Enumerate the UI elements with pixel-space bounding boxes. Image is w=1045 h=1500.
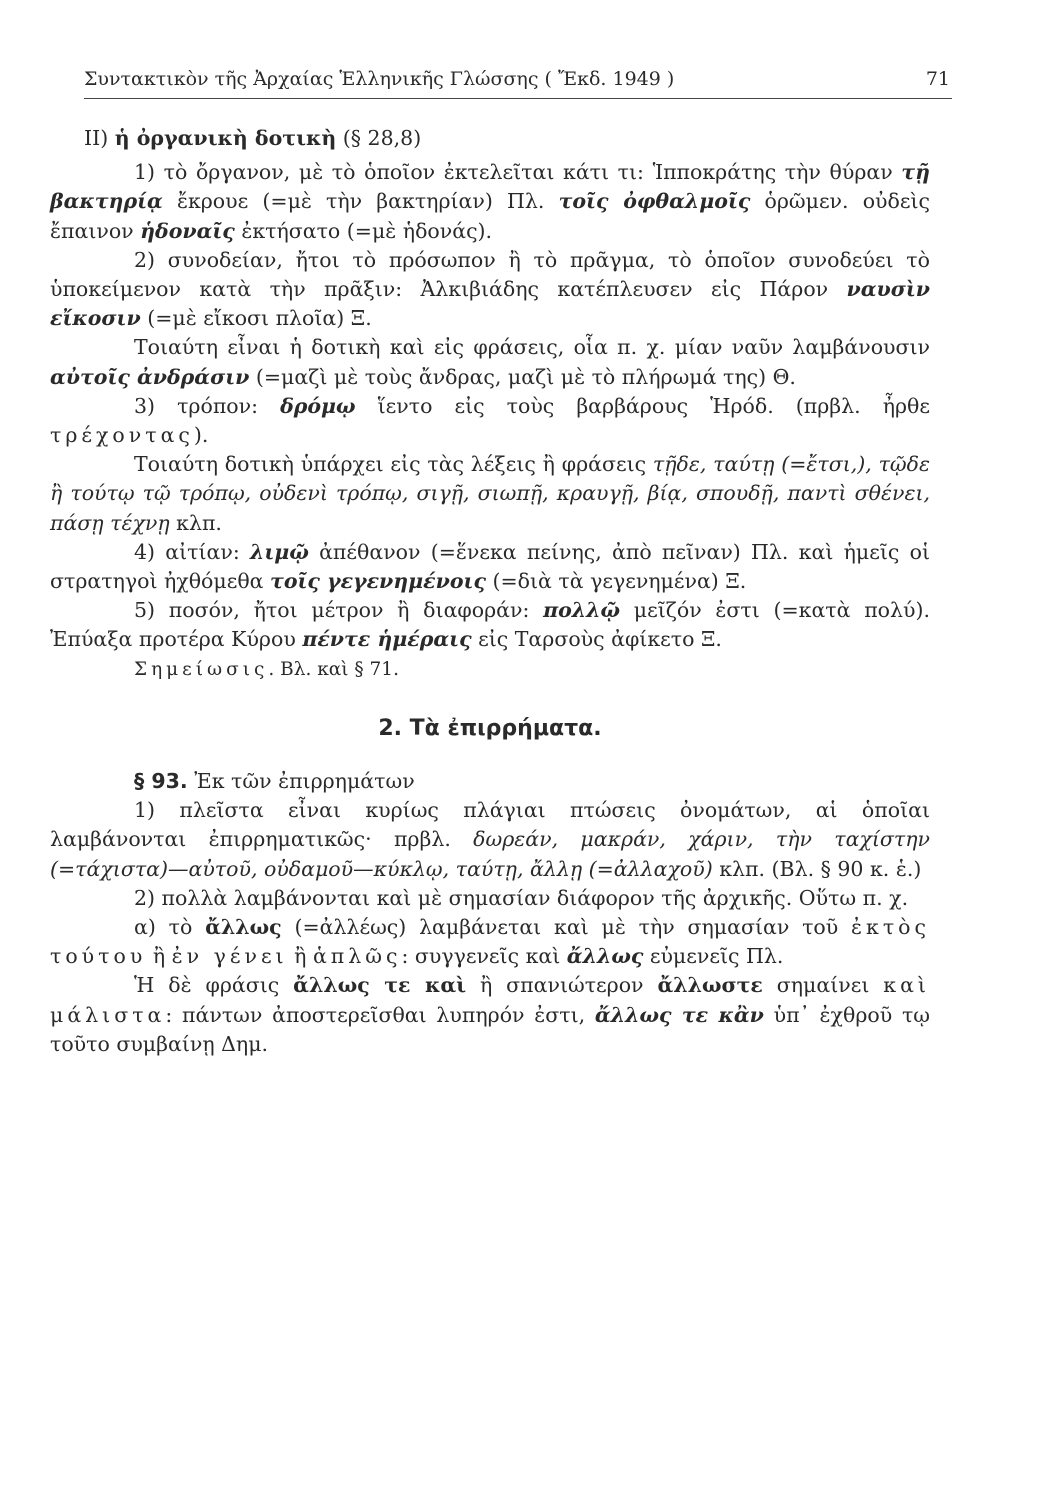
section-title: 2. Τὰ ἐπιρρήματα. <box>378 715 602 741</box>
example-word: δρόμῳ <box>280 393 356 418</box>
spaced-word: τρέχοντας <box>50 423 194 448</box>
text-run: ἀπέθανον (=ἕνεκα πείνης, ἀπὸ πεῖναν) Πλ. καὶ ἡμεῖς οἱ στρατηγοὶ ἠχθόμεθα <box>50 539 930 594</box>
text-run: (=μαζὶ μὲ τοὺς ἄνδρας, μαζὶ μὲ τὸ πλήρωμά της) Θ. <box>249 364 796 389</box>
text-run: ἵεντο εἰς τοὺς βαρβάρους Ἡρόδ. (πρβλ. ἦρθε <box>355 393 931 418</box>
text-run: (=ἀλλέως) λαμβάνεται καὶ μὲ τὴν σημασίαν τοῦ <box>281 915 852 940</box>
text-run: (=διὰ τὰ γεγενημένα) Ξ. <box>485 569 747 594</box>
section-number: § 93. <box>134 769 188 794</box>
text-run: 3) τρόπον: <box>134 393 281 418</box>
text-run: εἰς Ταρσοὺς ἀφίκετο Ξ. <box>471 627 722 652</box>
spaced-word: καὶ μάλιστα <box>50 973 930 1027</box>
spaced-word: ἐκτὸς τούτου <box>50 915 931 969</box>
heading-reference: (§ 28,8) <box>336 126 422 150</box>
spaced-word: ἐν γένει <box>171 944 288 969</box>
paragraph-adverbs-meaning <box>50 884 930 913</box>
example-word: τοῖς γεγενημένοις <box>270 569 486 594</box>
text-run: 1) πλεῖστα εἶναι κυρίως πλάγιαι πτώσεις ὀνομάτων, αἱ ὁποῖαι λαμβάνονται ἐπιρρηματικῶς· πρβλ. <box>50 798 930 852</box>
text-run: ). <box>193 423 209 448</box>
heading-number: II) <box>84 126 115 150</box>
paragraph-instrument <box>50 158 930 246</box>
text-run: α) τὸ <box>134 915 206 940</box>
text-run: ἢ σπανιώτερον <box>466 973 658 998</box>
text-run: : πάντων ἀποστερεῖσθαι λυπηρόν ἐστι, <box>165 1002 595 1027</box>
text-run: μεῖζόν ἐστι (=κατὰ πολύ). Ἐπύαξα προτέρα Κύρου <box>50 598 930 652</box>
paragraph-accompaniment <box>50 246 930 334</box>
example-word: ἄλλως τε κἂν <box>594 1002 764 1027</box>
note-label: Σημείωσις <box>134 658 269 680</box>
paragraph-manner <box>50 392 930 450</box>
example-list: τῇδε, ταύτῃ (=ἔτσι,), τῷδε ἢ τούτῳ τῷ τρόπῳ, οὐδενὶ τρόπῳ, σιγῇ, σιωπῇ, κραυγῇ, βίᾳ, σπουδῇ, παντὶ σθένει, πάσῃ τέχνῃ <box>50 452 930 535</box>
text-run: Ἡ δὲ φράσις <box>134 973 294 998</box>
text-run: σημαίνει <box>762 973 884 998</box>
subsection-heading <box>50 124 930 153</box>
text-run: ὑπ᾽ ἐχθροῦ τῳ τοῦτο συμβαίνῃ Δημ. <box>50 1002 930 1056</box>
example-word: πέντε ἡμέραις <box>302 627 472 652</box>
paragraph-cause <box>50 538 930 596</box>
note-text: . Βλ. καὶ § 71. <box>268 658 399 680</box>
example-word: τῇ βακτηρίᾳ <box>50 160 930 214</box>
text-run: ἢ <box>146 944 172 969</box>
paragraph-allos-te <box>50 971 930 1059</box>
text-run: 4) αἰτίαν: <box>134 539 251 564</box>
text-run: Τοιαύτη εἶναι ἡ δοτικὴ καὶ εἰς φράσεις, οἷα π. χ. μίαν ναῦν λαμβάνουσιν <box>134 335 930 360</box>
header-title: Συντακτικὸν τῆς Ἀρχαίας Ἑλληνικῆς Γλώσσης ( Ἔκδ. 1949 ) <box>84 68 675 90</box>
text-run: ὁρῶμεν. οὐδεὶς ἔπαινον <box>50 189 930 243</box>
note-paragraph <box>50 655 930 684</box>
example-word: πολλῷ <box>543 598 621 623</box>
text-run: ἐκτήσατο (=μὲ ἡδονάς). <box>234 218 493 243</box>
text-run: εὐμενεῖς Πλ. <box>643 944 784 969</box>
text-run: : συγγενεῖς καὶ <box>401 944 567 969</box>
example-word: ἄλλωστε <box>657 973 763 998</box>
example-word: ναυσὶν εἴκοσιν <box>50 277 930 331</box>
text-run: κλπ. <box>169 510 222 535</box>
text-run: (=μὲ εἴκοσι πλοῖα) Ξ. <box>140 306 372 331</box>
paragraph-adverbs-cases <box>50 796 930 884</box>
text-run: Ἐκ τῶν ἐπιρρημάτων <box>187 769 415 794</box>
example-word: τοῖς ὀφθαλμοῖς <box>558 189 751 214</box>
text-run: κλπ. (Βλ. § 90 κ. ἑ.) <box>712 856 922 881</box>
example-word: ἄλλως τε καὶ <box>293 973 467 998</box>
text-run: 1) τὸ ὄργανον, μὲ τὸ ὁποῖον ἐκτελεῖται κάτι τι: Ἱπποκράτης τὴν θύραν <box>134 160 902 185</box>
example-word: ἄλλως <box>205 915 282 940</box>
text-run: ἢ <box>287 944 313 969</box>
example-word: λιμῷ <box>250 539 309 564</box>
paragraph-allos <box>50 913 930 971</box>
page-number: 71 <box>925 68 950 90</box>
text-run: ἔκρουε (=μὲ τὴν βακτηρίαν) Πλ. <box>162 189 559 214</box>
example-word: αὐτοῖς ἀνδράσιν <box>50 364 250 389</box>
paragraph-measure <box>50 596 930 654</box>
example-word: ἄλλως <box>566 944 644 969</box>
paragraph-manner-words <box>50 450 930 538</box>
running-header <box>84 64 952 99</box>
example-word: ἡδοναῖς <box>140 218 235 243</box>
text-run: Τοιαύτη δοτικὴ ὑπάρχει εἰς τὰς λέξεις ἢ φράσεις <box>134 452 653 477</box>
page-body <box>50 124 930 1059</box>
paragraph-phrases <box>50 333 930 391</box>
text-run: 2) συνοδείαν, ἤτοι τὸ πρόσωπον ἢ τὸ πρᾶγμα, τὸ ὁποῖον συνοδεύει τὸ ὑποκείμενον κατὰ τὴν πρᾶξιν: Ἀλκιβιάδης κατέπλευσεν εἰς Πάρον <box>50 247 930 302</box>
paragraph-93 <box>50 767 930 796</box>
example-list: δωρεάν, μακράν, χάριν, τὴν ταχίστην (=τάχιστα)—αὐτοῦ, οὐδαμοῦ—κύκλῳ, ταύτῃ, ἄλλῃ (=ἀλλαχοῦ) <box>50 827 931 881</box>
text-run: 5) ποσόν, ἤτοι μέτρον ἢ διαφοράν: <box>134 598 544 623</box>
text-run: 2) πολλὰ λαμβάνονται καὶ μὲ σημασίαν διάφορον τῆς ἀρχικῆς. Οὕτω π. χ. <box>134 885 909 910</box>
spaced-word: ἁπλῶς <box>312 944 402 969</box>
heading-term: ἡ ὀργανικὴ δοτικὴ <box>114 126 337 150</box>
